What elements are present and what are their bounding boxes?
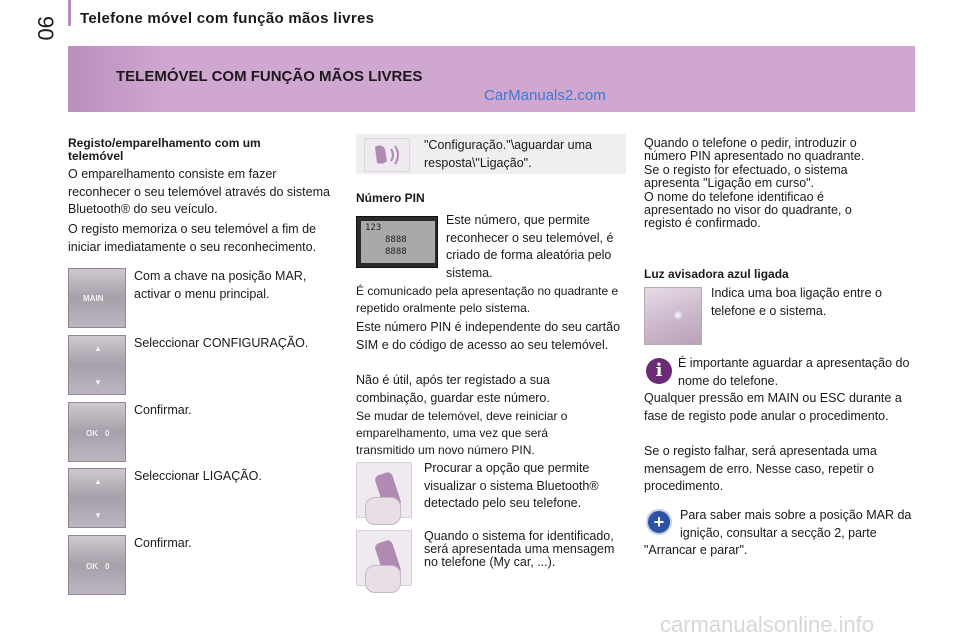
pin-heading: Número PIN	[356, 191, 425, 205]
phone-step-1-text: Procurar a opção que permite visualizar o sistema Bluetooth® detectado pelo seu telefone.	[424, 461, 599, 510]
footer-watermark: carmanualsonline.info	[660, 612, 875, 637]
main-key-image: MAIN	[68, 268, 126, 328]
info-icon: i	[646, 358, 672, 384]
lamp-heading: Luz avisadora azul ligada	[644, 267, 789, 281]
col1-paragraph-2: O registo memoriza o seu telemóvel a fim de iniciar imediatamente o seu reconhecimento.	[68, 222, 317, 254]
running-head: Telefone móvel com função mãos livres	[80, 10, 375, 27]
more-info-plus-icon: +	[646, 509, 672, 535]
col2-paragraph-2: Este número PIN é independente do seu cartão SIM e do código de acesso ao seu telemóvel.	[356, 320, 621, 352]
more-info-text-end: "Arrancar e parar".	[644, 543, 748, 557]
col2-paragraph-1: É comunicado pela apresentação no quadrante e repetido oralmente pelo sistema.	[356, 284, 619, 315]
banner-title: TELEMÓVEL COM FUNÇÃO MÃOS LIVRES	[116, 68, 423, 85]
step-2-text: Seleccionar CONFIGURAÇÃO.	[134, 336, 309, 350]
lamp-text: Indica uma boa ligação entre o telefone e o sistema.	[711, 286, 882, 318]
pin-text: Este número, que permite reconhecer o seu telemóvel, é criado de forma aleatória pelo sistema.	[446, 213, 614, 280]
col3-paragraph-3: O nome do telefone identificao é apresentado no visor do quadrante, o registo é confirmado.	[644, 190, 852, 230]
step-4-text: Seleccionar LIGAÇÃO.	[134, 469, 262, 483]
step-3-text: Confirmar.	[134, 403, 192, 417]
ok-key-image: OK 0	[68, 402, 126, 462]
col3-paragraph-4: Qualquer pressão em MAIN ou ESC durante a fase de registo pode anular o procedimento.	[644, 391, 902, 423]
arrow-keys-image: ▲ ▼	[68, 335, 126, 395]
phone-step-2-text: Quando o sistema for identificado, será apresentada uma mensagem no telefone (My car, ...).	[424, 529, 615, 569]
ok-key-image: OK 0	[68, 535, 126, 595]
registration-heading: Registo/emparelhamento com um telemóvel	[68, 136, 261, 163]
col2-paragraph-3: Não é útil, após ter registado a sua combinação, guardar este número.	[356, 373, 550, 405]
col3-paragraph-2: Se o registo for efectuado, o sistema apresenta "Ligação em curso".	[644, 163, 848, 190]
voice-command-icon	[364, 138, 410, 172]
watermark: CarManuals2.com	[484, 87, 606, 104]
dashboard-screen-image: 123 8888 8888	[356, 216, 438, 268]
phone-in-hand-image	[356, 530, 412, 586]
more-info-text: Para saber mais sobre a posição MAR da ignição, consultar a secção 2, parte	[680, 508, 912, 540]
blue-lamp-image	[644, 287, 702, 345]
col1-paragraph-1: O emparelhamento consiste em fazer reconhecer o seu telemóvel através do sistema Bluetooth® do seu veículo.	[68, 167, 330, 216]
col3-paragraph-1: Quando o telefone o pedir, introduzir o número PIN apresentado no quadrante.	[644, 136, 865, 163]
col3-paragraph-5: Se o registo falhar, será apresentada uma mensagem de erro. Nesse caso, repetir o procedimento.	[644, 444, 877, 493]
page-number: 90	[33, 16, 58, 41]
col2-paragraph-4: Se mudar de telemóvel, deve reiniciar o emparelhamento, uma vez que será transmitido um novo número PIN.	[356, 409, 568, 457]
info-text: É importante aguardar a apresentação do nome do telefone.	[678, 356, 910, 388]
step-5-text: Confirmar.	[134, 536, 192, 550]
quote-text: "Configuração."\aguardar uma resposta\"Ligação".	[424, 138, 592, 170]
step-1-text: Com a chave na posição MAR, activar o menu principal.	[134, 269, 307, 301]
phone-in-hand-image	[356, 462, 412, 518]
arrow-keys-image: ▲ ▼	[68, 468, 126, 528]
side-bar	[68, 0, 71, 26]
